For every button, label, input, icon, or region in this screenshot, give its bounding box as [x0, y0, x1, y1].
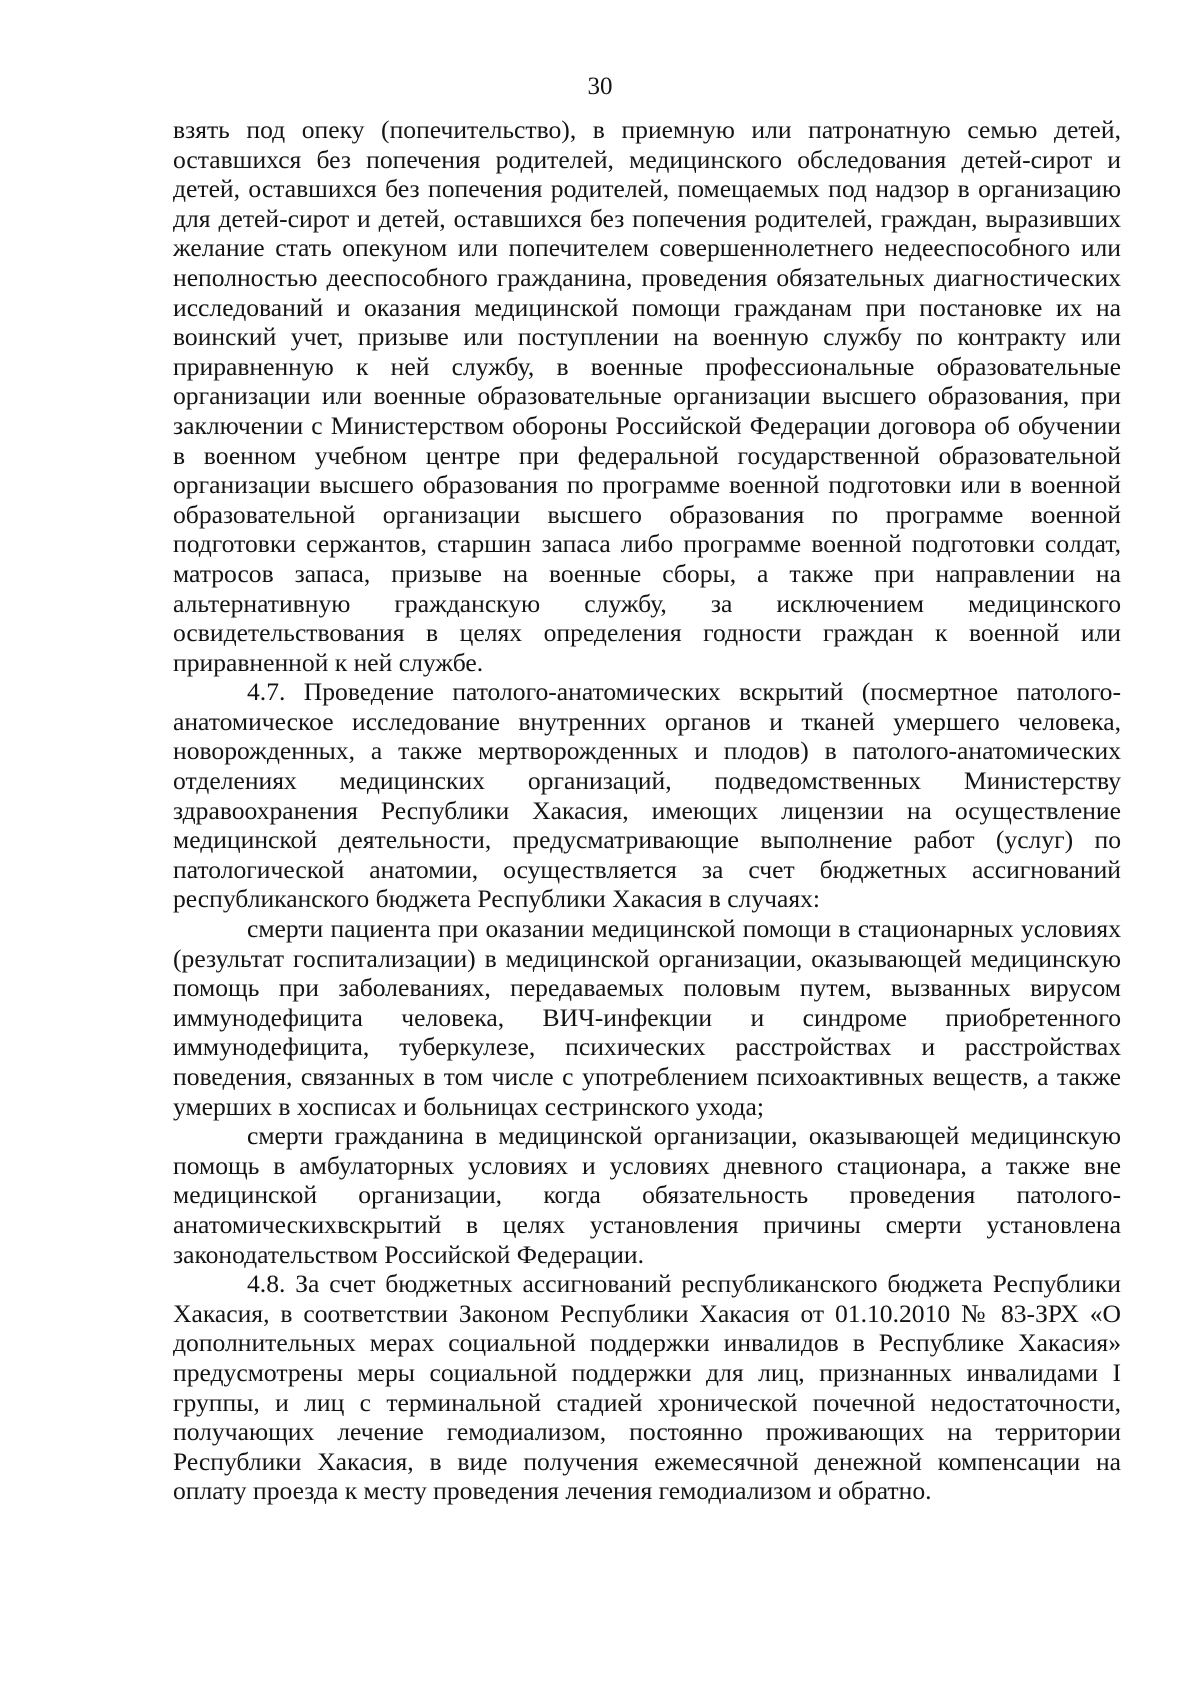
document-body	[173, 115, 1121, 1506]
paragraph-continuation: взять под опеку (попечительство), в приемную или патронатную семью детей, оставшихся без попечения родителей, медицинского обследования детей-сирот и детей, оставшихся без попечения родителей, помещаемых под надзор в организацию для детей-сирот и детей, оставшихся без попечения родителей, граждан, выразивших желание стать опекуном или попечителем совершеннолетнего недееспособного или неполностью дееспособного гражданина, проведения обязательных диагностических исследований и оказания медицинской помощи гражданам при постановке их на воинский учет, призыве или поступлении на военную службу по контракту или приравненную к ней службу, в военные профессиональные образовательные организации или военные образовательные организации высшего образования, при заключении с Министерством обороны Российской Федерации договора об обучении в военном учебном центре при федеральной государственной образовательной организации высшего образования по программе военной подготовки или в военной образовательной организации высшего образования по программе военной подготовки сержантов, старшин запаса либо программе военной подготовки солдат, матросов запаса, призыве на военные сборы, а также при направлении на альтернативную гражданскую службу, за исключением медицинского освидетельствования в целях определения годности граждан к военной или приравненной к ней службе.	[173, 115, 1121, 677]
paragraph-4-8: 4.8. За счет бюджетных ассигнований республиканского бюджета Республики Хакасия, в соответствии Законом Республики Хакасия от 01.10.2010 № 83-ЗРХ «О дополнительных мерах социальной поддержки инвалидов в Республике Хакасия» предусмотрены меры социальной поддержки для лиц, признанных инвалидами I группы, и лиц с терминальной стадией хронической почечной недостаточности, получающих лечение гемодиализом, постоянно проживающих на территории Республики Хакасия, в виде получения ежемесячной денежной компенсации на оплату проезда к месту проведения лечения гемодиализом и обратно.	[173, 1269, 1121, 1506]
paragraph-case-patient-death: смерти пациента при оказании медицинской помощи в стационарных условиях (результат госпитализации) в медицинской организации, оказывающей медицинскую помощь при заболеваниях, передаваемых половым путем, вызванных вирусом иммунодефицита человека, ВИЧ-инфекции и синдроме приобретенного иммунодефицита, туберкулезе, психических расстройствах и расстройствах поведения, связанных в том числе с употреблением психоактивных веществ, а также умерших в хосписах и больницах сестринского ухода;	[173, 914, 1121, 1121]
page-number: 30	[587, 73, 613, 100]
paragraph-case-citizen-death: смерти гражданина в медицинской организации, оказывающей медицинскую помощь в амбулаторных условиях и условиях дневного стационара, а также вне медицинской организации, когда обязательность проведения патолого-анатомическихвскрытий в целях установления причины смерти установлена законодательством Российской Федерации.	[173, 1121, 1121, 1269]
paragraph-4-7: 4.7. Проведение патолого-анатомических вскрытий (посмертное патолого-анатомическое исследование внутренних органов и тканей умершего человека, новорожденных, а также мертворожденных и плодов) в патолого-анатомических отделениях медицинских организаций, подведомственных Министерству здравоохранения Республики Хакасия, имеющих лицензии на осуществление медицинской деятельности, предусматривающие выполнение работ (услуг) по патологической анатомии, осуществляется за счет бюджетных ассигнований республиканского бюджета Республики Хакасия в случаях:	[173, 677, 1121, 914]
